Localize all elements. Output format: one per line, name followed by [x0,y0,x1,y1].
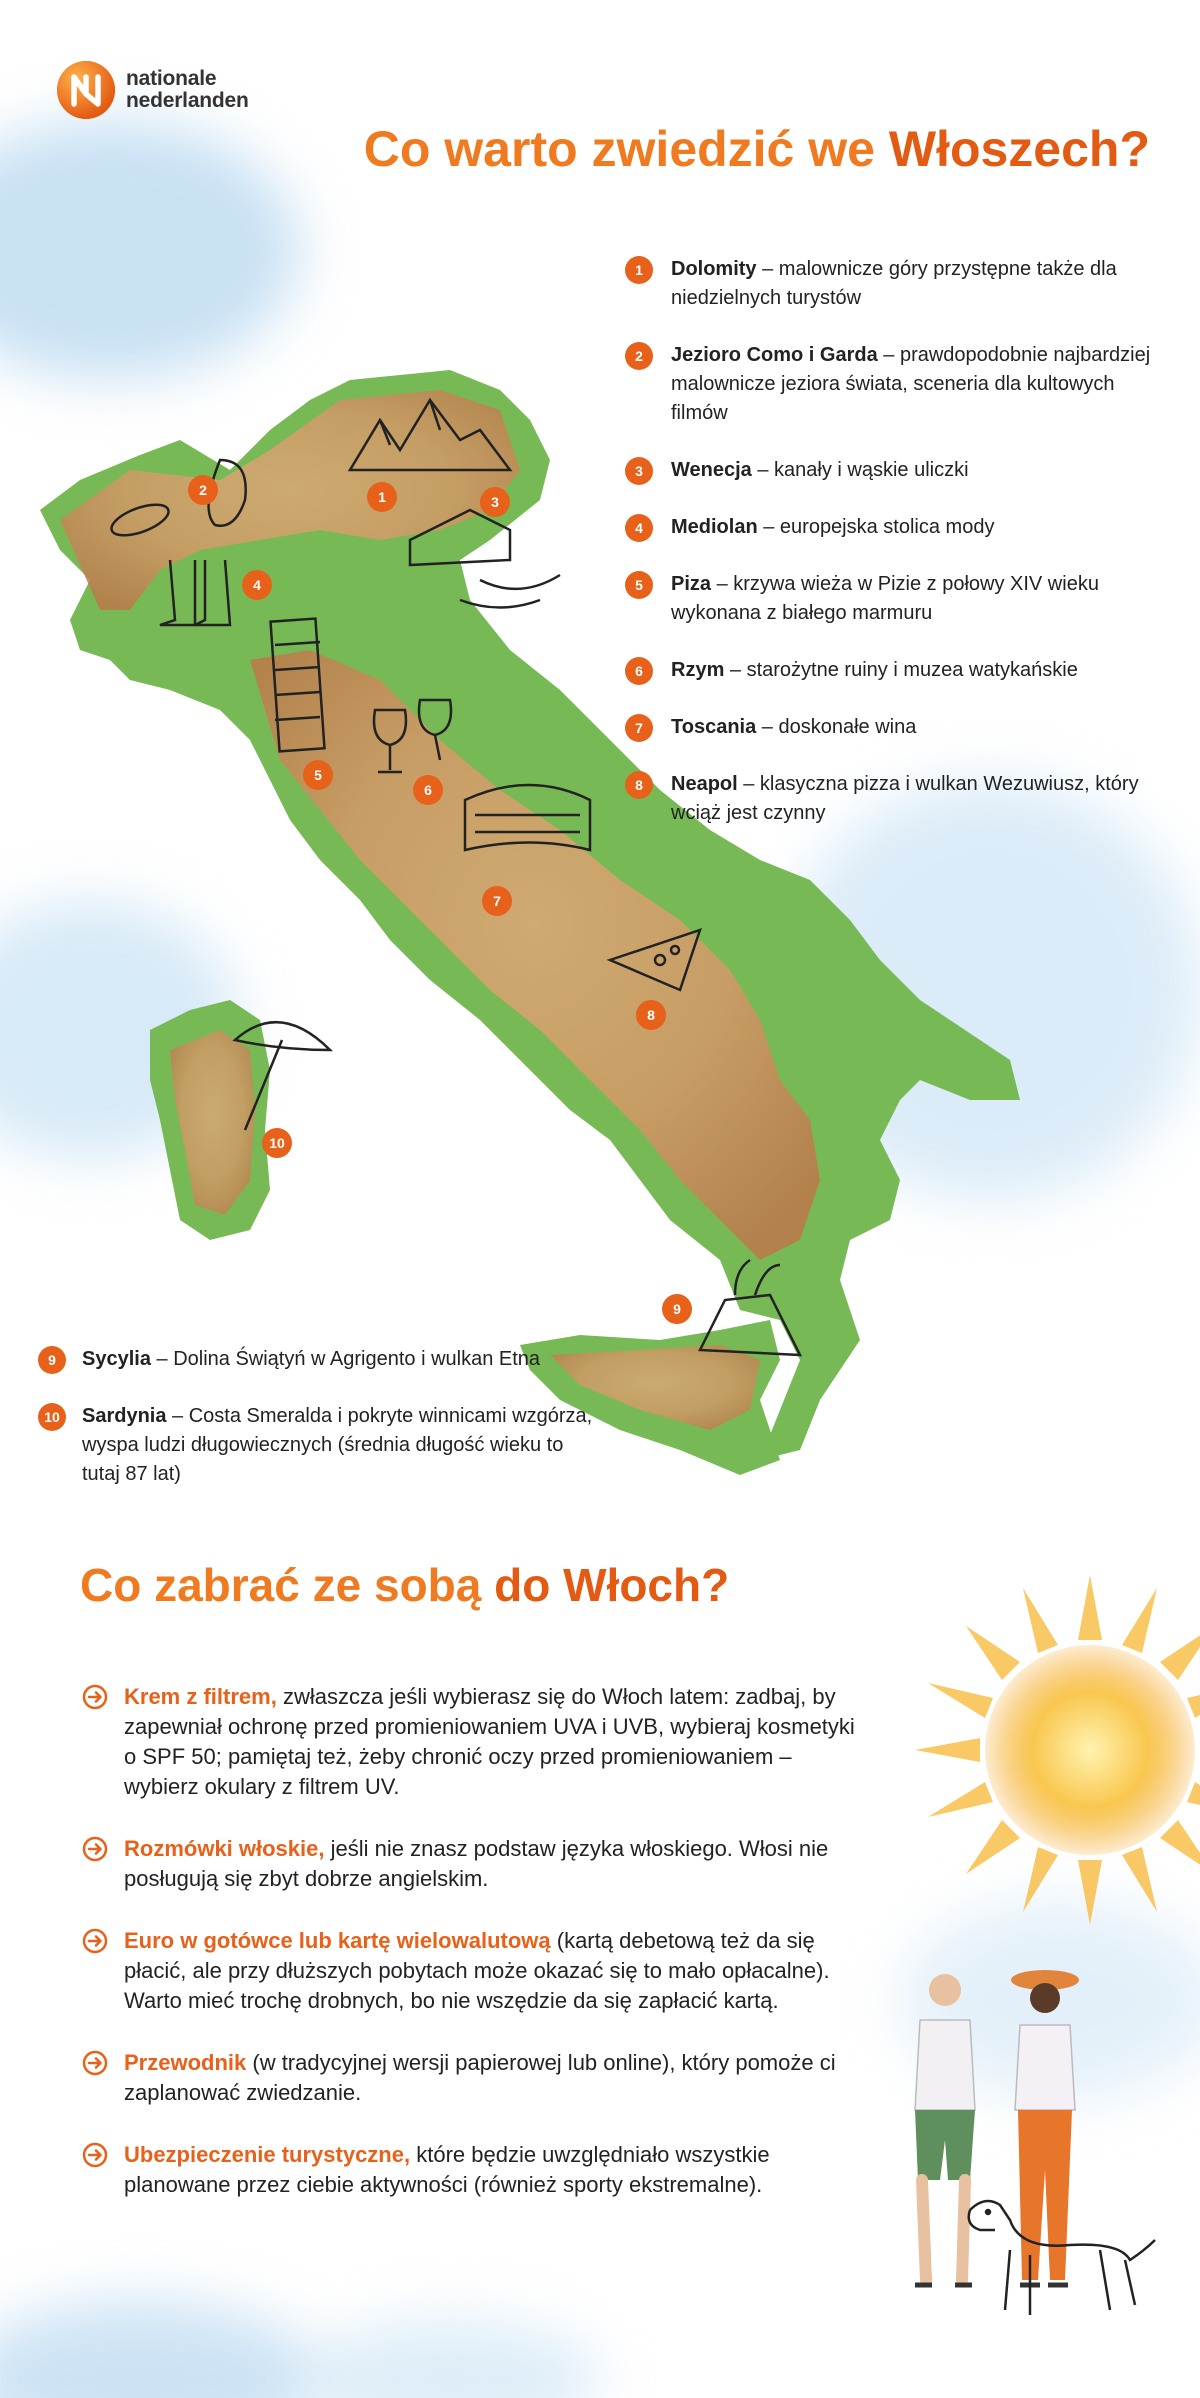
number-badge: 10 [38,1403,66,1431]
number-badge: 8 [625,771,653,799]
map-marker-4[interactable]: 4 [242,570,272,600]
pack-text [124,1682,872,1802]
place-desc: – Costa Smeralda i pokryte winnicami wzgórza, wyspa ludzi długowiecznych (średnia długość wieku to tutaj 87 lat) [82,1405,593,1485]
place-name: Sycylia [82,1348,151,1370]
pack-text [124,2048,872,2108]
number-badge: 5 [625,571,653,599]
title-part-2: Włoszech? [888,121,1150,177]
logo-line-2: nederlanden [126,89,249,112]
place-desc: – krzywa wieża w Pizie z połowy XIV wieku wykonana z białego marmuru [671,573,1099,624]
place-text [82,1402,598,1489]
arrow-right-icon [82,1928,108,1954]
pack-desc: (kartą debetową też da się płacić, ale przy dłuższych pobytach może okazać się to mało opłacalne). Warto mieć trochę drobnych, bo nie wszędzie da się zapłacić kartą. [124,1928,830,2013]
pack-desc: zwłaszcza jeśli wybierasz się do Włoch latem: zadbaj, by zapewniał ochronę przed promieniowaniem UVA i UVB, wybieraj kosmetyki o SPF 50; pamiętaj też, żeby chronić oczy przed promieniowaniem – wybierz okulary z filtrem UV. [124,1684,855,1799]
place-desc: – klasyczna pizza i wulkan Wezuwiusz, który wciąż jest czynny [671,773,1139,824]
number-badge: 6 [625,657,653,685]
number-badge: 3 [625,457,653,485]
place-text [671,513,994,542]
place-text [671,656,1078,685]
places-legend [625,255,1175,856]
map-marker-7[interactable]: 7 [482,886,512,916]
pack-text [124,2140,872,2200]
pack-text [124,1926,872,2016]
place-name: Wenecja [671,459,752,481]
packing-list [82,1682,872,2232]
place-name: Mediolan [671,516,758,538]
map-marker-1[interactable]: 1 [367,482,397,512]
place-name: Neapol [671,773,738,795]
place-text [671,255,1175,313]
list-item [625,656,1175,685]
pack-highlight: Euro w gotówce lub kartę wielowalutową [124,1928,551,1953]
number-badge: 1 [625,256,653,284]
pack-desc: jeśli nie znasz podstaw języka włoskiego. Włosi nie posługują się zbyt dobrze angielskim. [124,1836,829,1891]
map-marker-2[interactable]: 2 [188,475,218,505]
pack-text [124,1834,872,1894]
place-desc: – malownicze góry przystępne także dla niedzielnych turystów [671,258,1117,309]
number-badge: 7 [625,714,653,742]
list-item [38,1345,598,1374]
logo-text [126,68,249,112]
place-text [82,1345,540,1374]
place-desc: – doskonałe wina [756,716,917,738]
place-name: Toscania [671,716,757,738]
map-marker-9[interactable]: 9 [662,1294,692,1324]
list-item [82,2048,872,2108]
place-desc: – europejska stolica mody [757,516,995,538]
place-desc: – prawdopodobnie najbardziej malownicze jeziora świata, sceneria dla kultowych filmów [671,344,1151,424]
pack-highlight: Rozmówki włoskie, [124,1836,325,1861]
list-item [625,713,1175,742]
list-item [82,1926,872,2016]
place-text [671,456,969,485]
watercolor-blob [300,2320,600,2398]
number-badge: 9 [38,1346,66,1374]
list-item [625,770,1175,828]
islands-legend [38,1345,598,1517]
packing-title [80,1558,729,1612]
arrow-right-icon [82,1836,108,1862]
number-badge: 2 [625,342,653,370]
list-item [38,1402,598,1489]
place-text [671,341,1175,428]
map-marker-10[interactable]: 10 [262,1128,292,1158]
nn-logo-icon [56,60,116,120]
list-item [82,2140,872,2200]
arrow-right-icon [82,1684,108,1710]
pack-highlight: Przewodnik [124,2050,247,2075]
list-item [625,255,1175,313]
watercolor-blob [0,2300,320,2398]
place-name: Dolomity [671,258,757,280]
list-item [625,570,1175,628]
place-text [671,570,1175,628]
packing-title-part-1: Co zabrać ze sobą [80,1559,495,1611]
list-item [625,456,1175,485]
list-item [625,341,1175,428]
list-item [82,1834,872,1894]
packing-title-part-2: do Włoch? [494,1559,730,1611]
pack-highlight: Ubezpieczenie turystyczne, [124,2142,411,2167]
pack-desc: które będzie uwzględniało wszystkie planowane przez ciebie aktywności (również sporty ekstremalne). [124,2142,770,2197]
title-part-1: Co warto zwiedzić we [363,121,889,177]
map-marker-3[interactable]: 3 [480,487,510,517]
place-name: Sardynia [82,1405,167,1427]
pack-desc: (w tradycyjnej wersji papierowej lub online), który pomoże ci zaplanować zwiedzanie. [124,2050,836,2105]
watercolor-blob [0,120,300,380]
sun-illustration [900,1560,1200,1940]
place-desc: – starożytne ruiny i muzea watykańskie [724,659,1078,681]
brand-logo[interactable] [56,60,249,120]
place-name: Rzym [671,659,725,681]
map-marker-5[interactable]: 5 [303,760,333,790]
place-text [671,713,916,742]
man-figure [915,1974,975,2285]
place-desc: – Dolina Świątyń w Agrigento i wulkan Etna [150,1348,541,1370]
number-badge: 4 [625,514,653,542]
place-name: Jezioro Como i Garda [671,344,878,366]
map-marker-8[interactable]: 8 [636,1000,666,1030]
place-text [671,770,1175,828]
page-title [364,120,1150,178]
place-name: Piza [671,573,712,595]
pack-highlight: Krem z filtrem, [124,1684,277,1709]
map-marker-6[interactable]: 6 [413,775,443,805]
logo-line-1: nationale [126,67,217,90]
list-item [625,513,1175,542]
arrow-right-icon [82,2050,108,2076]
list-item [82,1682,872,1802]
travelers-illustration [870,1950,1170,2370]
place-desc: – kanały i wąskie uliczki [751,459,969,481]
arrow-right-icon [82,2142,108,2168]
